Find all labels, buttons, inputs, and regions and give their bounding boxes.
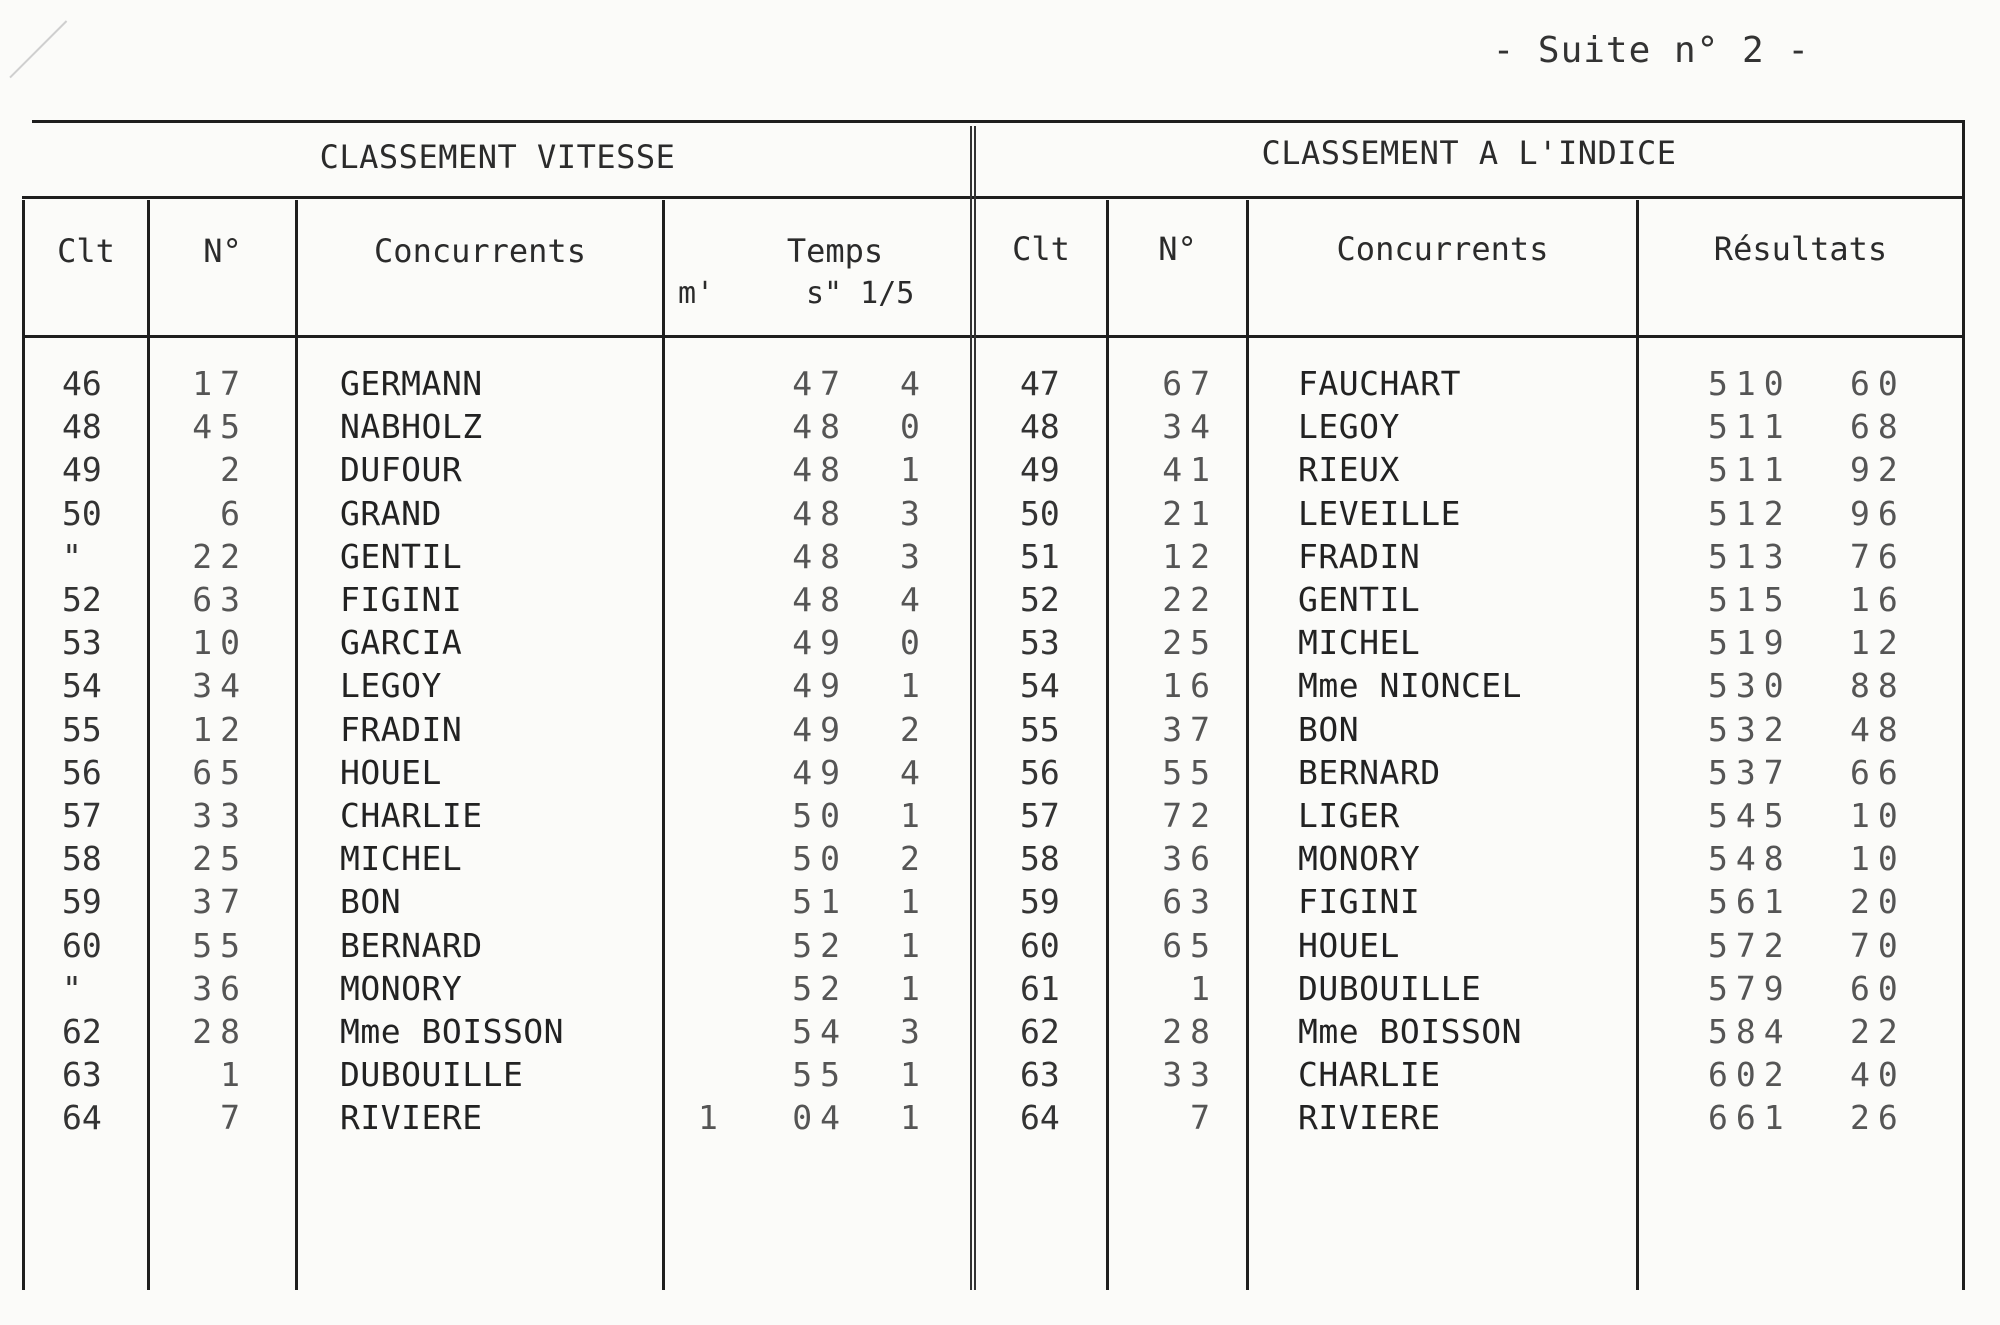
right-rank-cell: 48 (1020, 407, 1060, 446)
left-time-fifths-cell: 1 (900, 450, 928, 489)
right-competitor-cell: Mme NIONCEL (1298, 666, 1523, 705)
left-number-cell: 6 (220, 494, 248, 533)
left-competitor-cell: LEGOY (340, 666, 442, 705)
right-result-main-cell: 537 (1708, 753, 1792, 792)
left-section-title: CLASSEMENT VITESSE (319, 138, 676, 176)
left-number-cell: 1 (220, 1055, 248, 1094)
left-competitor-cell: MONORY (340, 969, 463, 1008)
right-number-cell: 22 (1162, 580, 1218, 619)
right-competitor-cell: MICHEL (1298, 623, 1421, 662)
right-competitor-cell: HOUEL (1298, 926, 1400, 965)
right-competitor-cell: LEVEILLE (1298, 494, 1461, 533)
right-result-main-cell: 530 (1708, 666, 1792, 705)
left-competitor-cell: FIGINI (340, 580, 463, 619)
left-time-seconds-cell: 55 (792, 1055, 848, 1094)
right-rank-cell: 54 (1020, 666, 1060, 705)
right-col-divider-2 (1246, 200, 1249, 1290)
left-rank-cell: 57 (62, 796, 102, 835)
right-result-main-cell: 584 (1708, 1012, 1792, 1051)
left-time-seconds-cell: 51 (792, 882, 848, 921)
left-competitor-cell: RIVIERE (340, 1098, 483, 1137)
right-result-decimal-cell: 10 (1850, 839, 1906, 878)
left-rank-cell: 50 (62, 494, 102, 533)
left-col-divider-1 (147, 200, 150, 1290)
left-number-cell: 17 (192, 364, 248, 403)
left-time-fifths-cell: 2 (900, 839, 928, 878)
table-left-border (22, 200, 25, 1290)
right-competitor-cell: GENTIL (1298, 580, 1421, 619)
left-rank-cell: 49 (62, 450, 102, 489)
right-competitor-cell: LIGER (1298, 796, 1400, 835)
left-number-cell: 55 (192, 926, 248, 965)
left-rank-cell: 48 (62, 407, 102, 446)
left-time-fifths-cell: 4 (900, 364, 928, 403)
left-time-fifths-cell: 1 (900, 666, 928, 705)
right-number-cell: 28 (1162, 1012, 1218, 1051)
right-rank-cell: 59 (1020, 882, 1060, 921)
left-col-divider-2 (295, 200, 298, 1290)
right-rank-cell: 60 (1020, 926, 1060, 965)
left-time-fifths-cell: 4 (900, 753, 928, 792)
right-result-decimal-cell: 66 (1850, 753, 1906, 792)
right-result-decimal-cell: 76 (1850, 537, 1906, 576)
right-rank-cell: 53 (1020, 623, 1060, 662)
right-header-number: N° (1158, 230, 1197, 268)
right-result-decimal-cell: 70 (1850, 926, 1906, 965)
left-header-time: Temps (786, 232, 884, 270)
right-competitor-cell: FRADIN (1298, 537, 1421, 576)
left-number-cell: 33 (192, 796, 248, 835)
left-competitor-cell: CHARLIE (340, 796, 483, 835)
right-result-decimal-cell: 12 (1850, 623, 1906, 662)
right-rank-cell: 63 (1020, 1055, 1060, 1094)
right-result-decimal-cell: 40 (1850, 1055, 1906, 1094)
left-number-cell: 63 (192, 580, 248, 619)
right-number-cell: 36 (1162, 839, 1218, 878)
right-competitor-cell: MONORY (1298, 839, 1421, 878)
right-competitor-cell: FAUCHART (1298, 364, 1461, 403)
left-competitor-cell: GRAND (340, 494, 442, 533)
table-right-border (1962, 120, 1965, 1290)
left-rank-cell: 55 (62, 710, 102, 749)
right-competitor-cell: Mme BOISSON (1298, 1012, 1523, 1051)
left-time-fifths-cell: 3 (900, 494, 928, 533)
left-time-seconds-cell: 49 (792, 666, 848, 705)
left-time-fifths-cell: 1 (900, 882, 928, 921)
right-number-cell: 63 (1162, 882, 1218, 921)
left-header-time-seconds: s" 1/5 (806, 276, 915, 311)
left-number-cell: 10 (192, 623, 248, 662)
right-number-cell: 21 (1162, 494, 1218, 533)
left-rank-cell: 62 (62, 1012, 102, 1051)
left-time-fifths-cell: 4 (900, 580, 928, 619)
left-number-cell: 45 (192, 407, 248, 446)
left-competitor-cell: GARCIA (340, 623, 463, 662)
right-rank-cell: 55 (1020, 710, 1060, 749)
left-rank-cell: 60 (62, 926, 102, 965)
left-time-seconds-cell: 47 (792, 364, 848, 403)
left-time-seconds-cell: 50 (792, 839, 848, 878)
right-result-main-cell: 511 (1708, 450, 1792, 489)
left-competitor-cell: Mme BOISSON (340, 1012, 565, 1051)
right-result-decimal-cell: 88 (1850, 666, 1906, 705)
right-rank-cell: 58 (1020, 839, 1060, 878)
right-result-decimal-cell: 22 (1850, 1012, 1906, 1051)
left-number-cell: 7 (220, 1098, 248, 1137)
right-number-cell: 72 (1162, 796, 1218, 835)
page-corner-fold (0, 0, 67, 78)
left-number-cell: 2 (220, 450, 248, 489)
left-number-cell: 34 (192, 666, 248, 705)
right-competitor-cell: DUBOUILLE (1298, 969, 1482, 1008)
left-col-divider-3 (662, 200, 665, 1290)
left-time-fifths-cell: 1 (900, 926, 928, 965)
right-result-decimal-cell: 20 (1850, 882, 1906, 921)
left-time-fifths-cell: 1 (900, 1098, 928, 1137)
right-section-title: CLASSEMENT A L'INDICE (1261, 134, 1677, 172)
right-competitor-cell: CHARLIE (1298, 1055, 1441, 1094)
left-rank-cell: " (62, 969, 82, 1008)
left-competitor-cell: GENTIL (340, 537, 463, 576)
left-rank-cell: 53 (62, 623, 102, 662)
left-time-seconds-cell: 49 (792, 753, 848, 792)
right-result-decimal-cell: 60 (1850, 969, 1906, 1008)
right-rank-cell: 50 (1020, 494, 1060, 533)
right-result-main-cell: 510 (1708, 364, 1792, 403)
left-time-fifths-cell: 1 (900, 1055, 928, 1094)
right-result-decimal-cell: 16 (1850, 580, 1906, 619)
right-rank-cell: 51 (1020, 537, 1060, 576)
page-continuation-label: - Suite n° 2 - (1492, 30, 1810, 71)
right-number-cell: 12 (1162, 537, 1218, 576)
left-time-seconds-cell: 48 (792, 537, 848, 576)
left-number-cell: 28 (192, 1012, 248, 1051)
right-competitor-cell: RIEUX (1298, 450, 1400, 489)
right-competitor-cell: LEGOY (1298, 407, 1400, 446)
left-rank-cell: " (62, 537, 82, 576)
left-time-fifths-cell: 3 (900, 1012, 928, 1051)
section-double-divider (970, 126, 976, 1290)
right-result-main-cell: 513 (1708, 537, 1792, 576)
header-bottom-divider (22, 335, 1965, 338)
right-rank-cell: 64 (1020, 1098, 1060, 1137)
right-number-cell: 33 (1162, 1055, 1218, 1094)
left-rank-cell: 59 (62, 882, 102, 921)
right-result-main-cell: 511 (1708, 407, 1792, 446)
right-number-cell: 41 (1162, 450, 1218, 489)
left-header-time-minutes: m' (678, 276, 715, 311)
left-time-seconds-cell: 48 (792, 407, 848, 446)
left-time-seconds-cell: 49 (792, 623, 848, 662)
left-header-number: N° (203, 232, 242, 270)
right-number-cell: 37 (1162, 710, 1218, 749)
left-rank-cell: 58 (62, 839, 102, 878)
right-result-main-cell: 512 (1708, 494, 1792, 533)
left-time-fifths-cell: 0 (900, 623, 928, 662)
left-time-seconds-cell: 54 (792, 1012, 848, 1051)
right-col-divider-3 (1636, 200, 1639, 1290)
left-competitor-cell: HOUEL (340, 753, 442, 792)
right-rank-cell: 52 (1020, 580, 1060, 619)
left-header-clt: Clt (57, 232, 115, 270)
right-competitor-cell: BON (1298, 710, 1360, 749)
section-title-divider (22, 196, 1965, 199)
right-number-cell: 65 (1162, 926, 1218, 965)
right-number-cell: 34 (1162, 407, 1218, 446)
right-result-main-cell: 515 (1708, 580, 1792, 619)
right-competitor-cell: RIVIERE (1298, 1098, 1441, 1137)
right-result-main-cell: 661 (1708, 1098, 1792, 1137)
left-competitor-cell: NABHOLZ (340, 407, 483, 446)
right-result-main-cell: 548 (1708, 839, 1792, 878)
left-competitor-cell: DUBOUILLE (340, 1055, 524, 1094)
right-number-cell: 25 (1162, 623, 1218, 662)
right-number-cell: 55 (1162, 753, 1218, 792)
left-number-cell: 22 (192, 537, 248, 576)
right-rank-cell: 49 (1020, 450, 1060, 489)
right-competitor-cell: FIGINI (1298, 882, 1421, 921)
left-competitor-cell: DUFOUR (340, 450, 463, 489)
right-result-main-cell: 545 (1708, 796, 1792, 835)
right-number-cell: 16 (1162, 666, 1218, 705)
right-result-main-cell: 602 (1708, 1055, 1792, 1094)
right-rank-cell: 47 (1020, 364, 1060, 403)
left-time-fifths-cell: 1 (900, 796, 928, 835)
left-rank-cell: 63 (62, 1055, 102, 1094)
right-rank-cell: 61 (1020, 969, 1060, 1008)
left-competitor-cell: MICHEL (340, 839, 463, 878)
right-header-results: Résultats (1713, 230, 1888, 268)
left-rank-cell: 64 (62, 1098, 102, 1137)
left-competitor-cell: BON (340, 882, 402, 921)
right-number-cell: 7 (1190, 1098, 1218, 1137)
right-number-cell: 1 (1190, 969, 1218, 1008)
right-header-competitors: Concurrents (1336, 230, 1549, 268)
right-result-main-cell: 561 (1708, 882, 1792, 921)
left-time-minutes-cell: 1 (698, 1098, 726, 1137)
left-time-seconds-cell: 48 (792, 580, 848, 619)
left-time-seconds-cell: 04 (792, 1098, 848, 1137)
right-header-clt: Clt (1012, 230, 1070, 268)
left-time-fifths-cell: 1 (900, 969, 928, 1008)
left-rank-cell: 56 (62, 753, 102, 792)
left-competitor-cell: FRADIN (340, 710, 463, 749)
right-col-divider-1 (1106, 200, 1109, 1290)
right-rank-cell: 56 (1020, 753, 1060, 792)
right-rank-cell: 57 (1020, 796, 1060, 835)
right-result-main-cell: 579 (1708, 969, 1792, 1008)
left-competitor-cell: GERMANN (340, 364, 483, 403)
left-rank-cell: 54 (62, 666, 102, 705)
left-time-fifths-cell: 2 (900, 710, 928, 749)
right-rank-cell: 62 (1020, 1012, 1060, 1051)
right-result-decimal-cell: 92 (1850, 450, 1906, 489)
left-time-seconds-cell: 52 (792, 969, 848, 1008)
left-time-seconds-cell: 52 (792, 926, 848, 965)
right-result-main-cell: 572 (1708, 926, 1792, 965)
left-time-seconds-cell: 48 (792, 494, 848, 533)
table-top-border (32, 120, 1965, 123)
right-result-decimal-cell: 48 (1850, 710, 1906, 749)
left-time-seconds-cell: 48 (792, 450, 848, 489)
right-number-cell: 67 (1162, 364, 1218, 403)
left-header-competitors: Concurrents (374, 232, 586, 270)
left-rank-cell: 46 (62, 364, 102, 403)
left-number-cell: 12 (192, 710, 248, 749)
right-result-decimal-cell: 68 (1850, 407, 1906, 446)
right-result-decimal-cell: 96 (1850, 494, 1906, 533)
right-result-decimal-cell: 60 (1850, 364, 1906, 403)
right-competitor-cell: BERNARD (1298, 753, 1441, 792)
right-result-main-cell: 532 (1708, 710, 1792, 749)
right-result-decimal-cell: 26 (1850, 1098, 1906, 1137)
left-time-seconds-cell: 50 (792, 796, 848, 835)
left-number-cell: 36 (192, 969, 248, 1008)
left-number-cell: 37 (192, 882, 248, 921)
left-number-cell: 25 (192, 839, 248, 878)
left-time-fifths-cell: 3 (900, 537, 928, 576)
left-number-cell: 65 (192, 753, 248, 792)
left-competitor-cell: BERNARD (340, 926, 483, 965)
right-result-main-cell: 519 (1708, 623, 1792, 662)
left-rank-cell: 52 (62, 580, 102, 619)
left-time-seconds-cell: 49 (792, 710, 848, 749)
left-time-fifths-cell: 0 (900, 407, 928, 446)
right-result-decimal-cell: 10 (1850, 796, 1906, 835)
